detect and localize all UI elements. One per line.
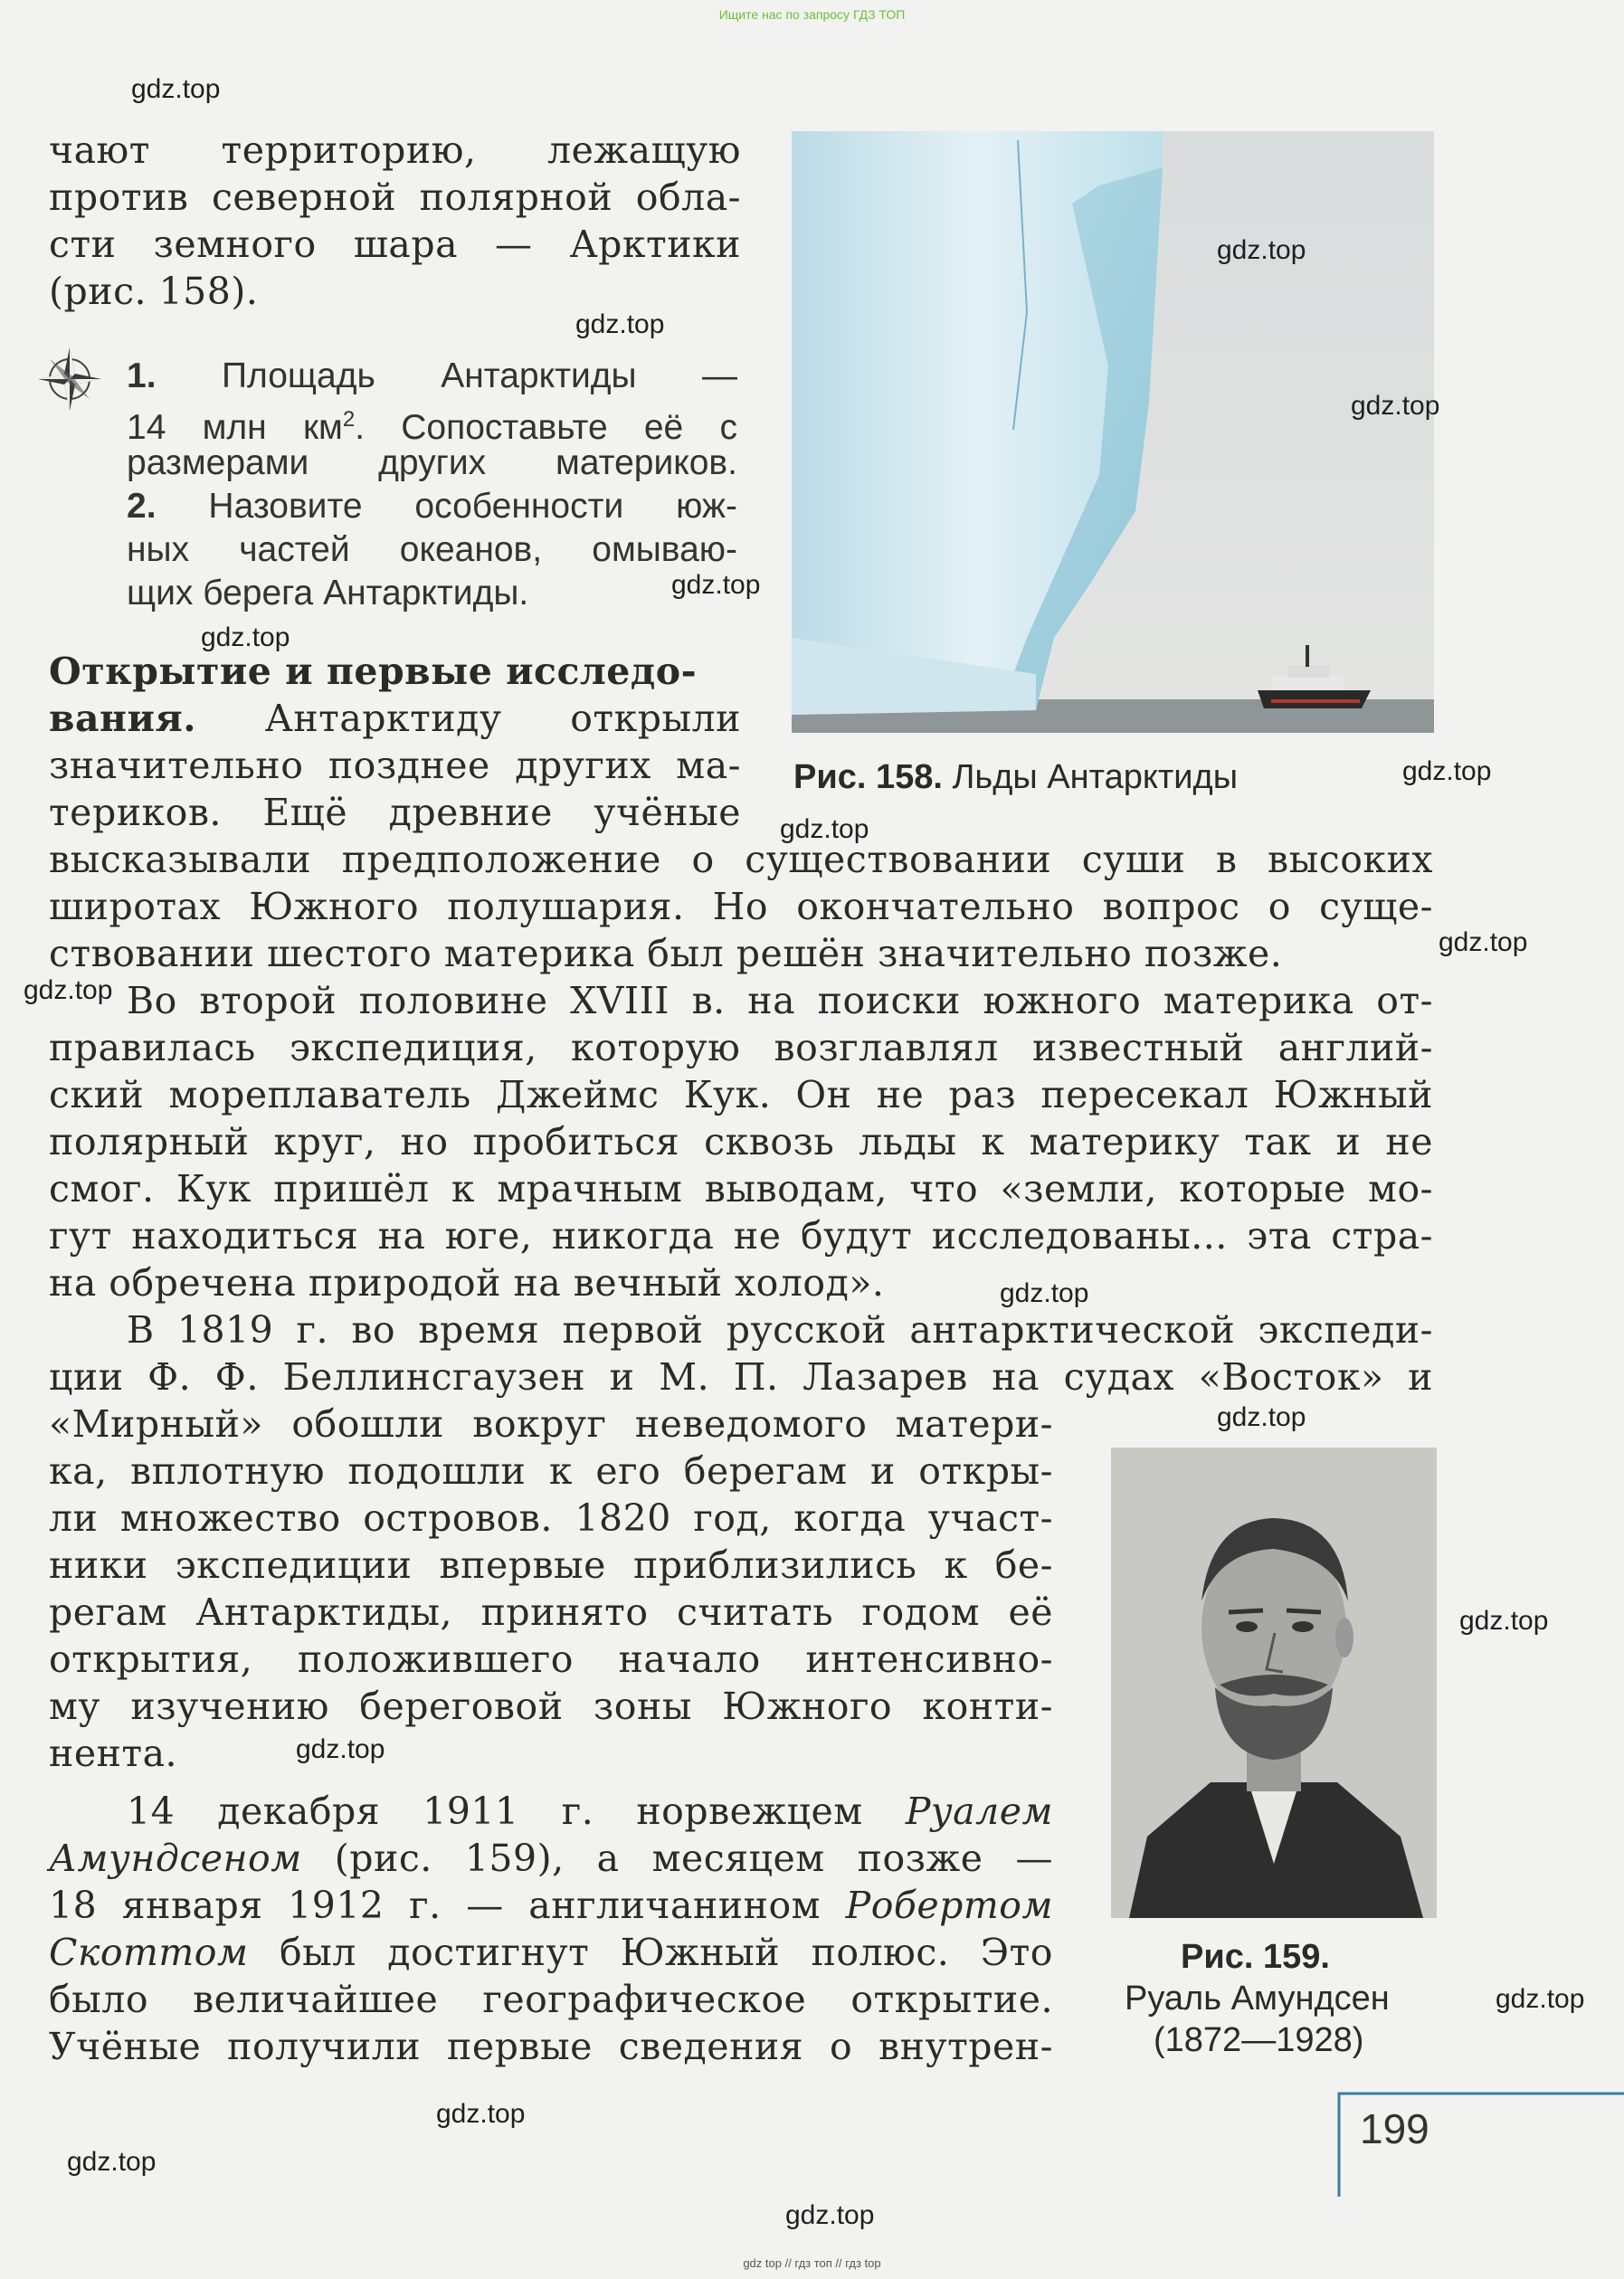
text-line: му изучению береговой зоны Южного конти- — [49, 1685, 1053, 1728]
page-number: 199 — [1360, 2105, 1429, 2152]
text-line: было величайшее географическое открытие. — [49, 1978, 1053, 2021]
task-line: ных частей океанов, омываю- — [127, 530, 737, 569]
text-line: ствовании шестого материка был решён значительно позже. — [49, 932, 1283, 975]
watermark: gdz.top — [1000, 1278, 1089, 1308]
text-line: высказывали предположение о существовании суши в высоких — [49, 838, 1433, 881]
watermark: gdz.top — [201, 622, 290, 652]
text-line: полярный круг, но пробиться сквозь льды к материку так и не — [49, 1120, 1433, 1163]
watermark: gdz.top — [785, 2200, 875, 2230]
task-line: 14 млн $км^2$. Сопоставьте её с — [127, 407, 737, 447]
task-line: размерами других материков. — [127, 443, 737, 482]
watermark: gdz.top — [436, 2099, 526, 2129]
watermark: gdz.top — [575, 309, 665, 339]
text-line: вания. Антарктиду открыли — [49, 697, 741, 740]
text-line: Амундсеном (рис. 159), а месяцем позже — — [49, 1837, 1053, 1880]
text-line: широтах Южного полушария. Но окончательно вопрос о суще- — [49, 885, 1433, 928]
text-line: значительно позднее других ма- — [49, 744, 741, 787]
figure-159-portrait — [1111, 1448, 1437, 1918]
text-line: ники экспедиции впервые приблизились к бе- — [49, 1543, 1053, 1587]
watermark: gdz.top — [24, 975, 113, 1005]
watermark: gdz.top — [1439, 927, 1528, 957]
text-line: чают территорию, лежащую — [49, 128, 741, 172]
text-line: смог. Кук пришёл к мрачным выводам, что «земли, которые мо- — [49, 1167, 1433, 1211]
figure-158-number: Рис. 158. — [793, 758, 943, 796]
text-line: 18 января 1912 г. — англичанином Робертом — [49, 1884, 1053, 1927]
watermark: gdz.top — [1496, 1984, 1585, 2014]
top-banner: Ищите нас по запросу ГДЗ ТОП — [718, 7, 906, 22]
watermark: gdz.top — [1351, 391, 1440, 421]
text-line: Учёные получили первые сведения о внутрен- — [49, 2025, 1053, 2068]
figure-159-years: (1872—1928) — [1154, 2021, 1364, 2059]
text-line: открытия, положившего начало интенсивно- — [49, 1638, 1053, 1681]
text-line: Во второй половине XVIII в. на поиски южного материка от- — [127, 979, 1433, 1022]
bottom-banner: gdz top // гдз топ // гдз top — [743, 2256, 881, 2270]
watermark: gdz.top — [131, 74, 221, 104]
text-line: «Мирный» обошли вокруг неведомого матери- — [49, 1402, 1053, 1446]
text-line: Скоттом был достигнут Южный полюс. Это — [49, 1931, 1053, 1974]
text-line: териков. Ещё древние учёные — [49, 791, 741, 834]
text-line: В 1819 г. во время первой русской антарктической экспеди- — [127, 1308, 1433, 1352]
task-line: щих берега Антарктиды. — [127, 574, 529, 612]
text-line: ка, вплотную подошли к его берегам и откры- — [49, 1449, 1053, 1493]
watermark: gdz.top — [1217, 1402, 1306, 1432]
watermark: gdz.top — [671, 570, 761, 600]
watermark: gdz.top — [67, 2147, 157, 2177]
watermark: gdz.top — [1459, 1606, 1549, 1636]
task-line: 2. Назовите особенности юж- — [127, 487, 738, 526]
text-line: ский мореплаватель Джеймс Кук. Он не раз пересекал Южный — [49, 1073, 1433, 1116]
figure-159-name: Руаль Амундсен — [1125, 1980, 1390, 2018]
text-line: ции Ф. Ф. Беллинсгаузен и М. П. Лазарев на судах «Восток» и — [49, 1355, 1433, 1399]
watermark: gdz.top — [296, 1734, 385, 1764]
text-line: 14 декабря 1911 г. норвежцем Руалем — [127, 1790, 1053, 1833]
watermark: gdz.top — [780, 814, 869, 844]
section-title: Открытие и первые исследо- — [49, 650, 698, 693]
task-line: 1. Площадь Антарктиды — — [127, 356, 737, 395]
text-line: гут находиться на юге, никогда не будут исследованы... эта стра- — [49, 1214, 1433, 1258]
figure-158-caption — [793, 758, 1238, 797]
watermark: gdz.top — [1402, 756, 1492, 786]
text-line: (рис. 158). — [49, 270, 259, 313]
text-line: сти земного шара — Арктики — [49, 223, 741, 266]
watermark: gdz.top — [1217, 235, 1306, 265]
text-line: нента. — [49, 1732, 178, 1775]
figure-159-number: Рис. 159. — [1181, 1938, 1330, 1976]
text-line: правилась экспедиция, которую возглавлял известный англий- — [49, 1026, 1433, 1069]
text-line: ли множество островов. 1820 год, когда участ- — [49, 1496, 1053, 1540]
compass-icon — [36, 346, 103, 413]
figure-158-title: Льды Антарктиды — [952, 758, 1239, 796]
figure-158-photo — [792, 131, 1434, 733]
text-line: на обречена природой на вечный холод». — [49, 1261, 885, 1305]
text-line: против северной полярной обла- — [49, 176, 741, 219]
text-line: регам Антарктиды, принято считать годом её — [49, 1591, 1053, 1634]
